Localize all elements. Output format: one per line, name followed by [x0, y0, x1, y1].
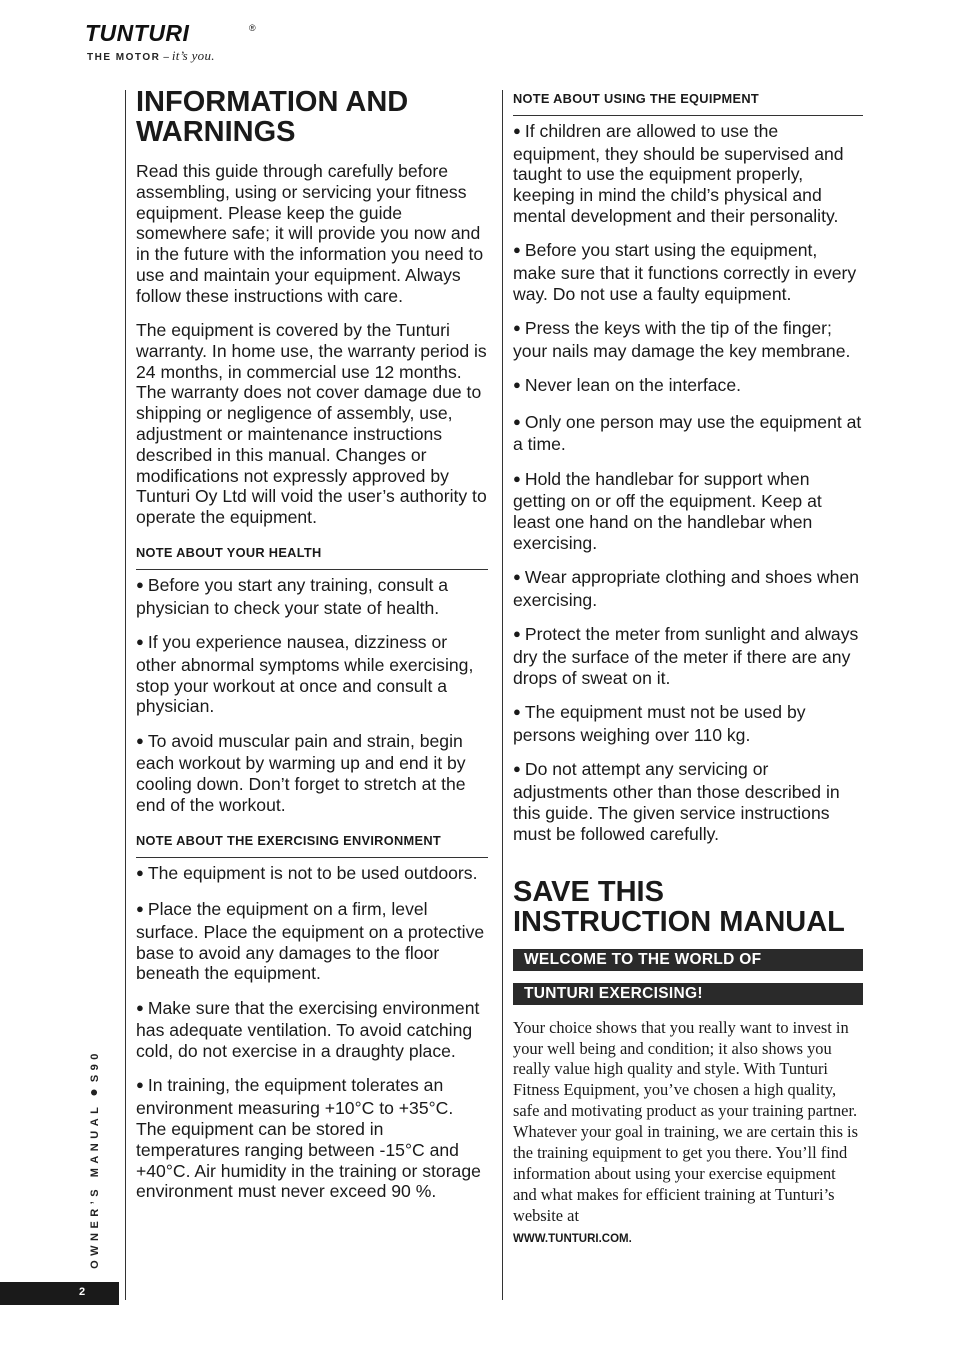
- tagline-dash: –: [163, 52, 169, 63]
- separator-dot-icon: ●: [85, 1088, 101, 1097]
- owners-manual-label: OWNER’S MANUAL: [89, 1102, 101, 1269]
- page-number-box: [0, 1282, 119, 1305]
- save-manual-heading: SAVE THIS INSTRUCTION MANUAL: [513, 875, 845, 938]
- registered-mark: ®: [249, 23, 256, 33]
- welcome-paragraph: [513, 1018, 863, 1250]
- health-heading: NOTE ABOUT YOUR HEALTH: [136, 543, 488, 570]
- logo-text: TUNTURI: [85, 22, 190, 44]
- tunturi-wordmark: [84, 22, 264, 44]
- right-column: [513, 89, 863, 1250]
- using-item: ● Press the keys with the tip of the finger; your nails may damage the key membrane.: [513, 318, 863, 362]
- model-label: S90: [89, 1049, 101, 1083]
- warranty-paragraph: The equipment is covered by the Tunturi warranty. In home use, the warranty period is 24 months, in commercial use 12 months. The warranty does not cover damage due to shipping or negligence of assembly, use, adjustment or maintenance instructions described in this manual. Changes or modifications not expressly approved by Tunturi Oy Ltd will void the user’s authority to operate the equipment.: [136, 320, 487, 528]
- side-label: [86, 1044, 100, 1274]
- environment-item: ● The equipment is not to be used outdoors.: [136, 863, 488, 886]
- side-label-text: [85, 1049, 101, 1269]
- using-item: ● Before you start using the equipment, make sure that it functions correctly in every way. Do not use a faulty equipment.: [513, 240, 863, 304]
- environment-item: ● Place the equipment on a firm, level surface. Place the equipment on a protective base to avoid any damages to the floor beneath the equipment.: [136, 899, 488, 984]
- welcome-band-2: TUNTURI EXERCISING!: [513, 983, 863, 1005]
- tagline: [87, 48, 215, 64]
- intro-paragraph: Read this guide through carefully before assembling, using or servicing your fitness equipment. Please keep the guide somewhere safe; it will provide you now and in the future with the information you need to use and maintain your equipment. Always follow these instructions with care.: [136, 161, 484, 306]
- using-item: ● If children are allowed to use the equipment, they should be supervised and taught to use the equipment properly, keeping in mind the child’s physical and mental development and their personality.: [513, 121, 863, 227]
- page-number: 2: [79, 1286, 86, 1298]
- health-item: ● If you experience nausea, dizziness or other abnormal symptoms while exercising, stop your workout at once and consult a physician.: [136, 632, 488, 717]
- tagline-main: THE MOTOR: [87, 52, 161, 63]
- using-heading: NOTE ABOUT USING THE EQUIPMENT: [513, 89, 863, 116]
- tunturi-logo: [84, 22, 264, 66]
- health-item: ● To avoid muscular pain and strain, begin each workout by warming up and end it by cooling down. Don’t forget to stretch at the end of the workout.: [136, 731, 488, 816]
- tagline-italic: it’s you.: [171, 48, 215, 63]
- environment-item: ● In training, the equipment tolerates an environment measuring +10°C to +35°C. The equipment can be stored in temperatures ranging between -15°C and +40°C. Air humidity in the training or storage environment must never exceed 90 %.: [136, 1075, 488, 1202]
- using-item: ● The equipment must not be used by persons weighing over 110 kg.: [513, 702, 863, 746]
- website-link[interactable]: WWW.TUNTURI.COM.: [513, 1232, 632, 1245]
- using-item: ● Hold the handlebar for support when getting on or off the equipment. Keep at least one hand on the handlebar when exercising.: [513, 469, 863, 554]
- using-item: ● Never lean on the interface.: [513, 375, 863, 398]
- left-column-rule: [125, 90, 126, 1300]
- using-item: ● Protect the meter from sunlight and always dry the surface of the meter if there are any drops of sweat on it.: [513, 624, 863, 688]
- left-column: [136, 87, 488, 1216]
- page-title: INFORMATION AND WARNINGS: [136, 86, 409, 148]
- health-item: ● Before you start any training, consult a physician to check your state of health.: [136, 575, 488, 619]
- using-item: ● Only one person may use the equipment at a time.: [513, 412, 863, 456]
- environment-heading: NOTE ABOUT THE EXERCISING ENVIRONMENT: [136, 831, 488, 858]
- welcome-band-1: WELCOME TO THE WORLD OF: [513, 949, 863, 971]
- right-column-rule: [502, 90, 503, 1300]
- using-item: ● Do not attempt any servicing or adjustments other than those described in this guide. The given service instructions must be followed carefully.: [513, 759, 863, 844]
- environment-item: ● Make sure that the exercising environment has adequate ventilation. To avoid catching cold, do not exercise in a draughty place.: [136, 998, 488, 1062]
- welcome-text: Your choice shows that you really want to invest in your well being and condition; it also shows you really value high quality and style. With Tunturi Fitness Equipment, you’ve chosen a high quality, safe and motivating product as your training partner. Whatever your goal in training, we are certain this is the training equipment to get you there. You’ll find information about using your exercise equipment and what makes for efficient training at Tunturi’s website at: [513, 1017, 858, 1225]
- using-item: ● Wear appropriate clothing and shoes when exercising.: [513, 567, 863, 611]
